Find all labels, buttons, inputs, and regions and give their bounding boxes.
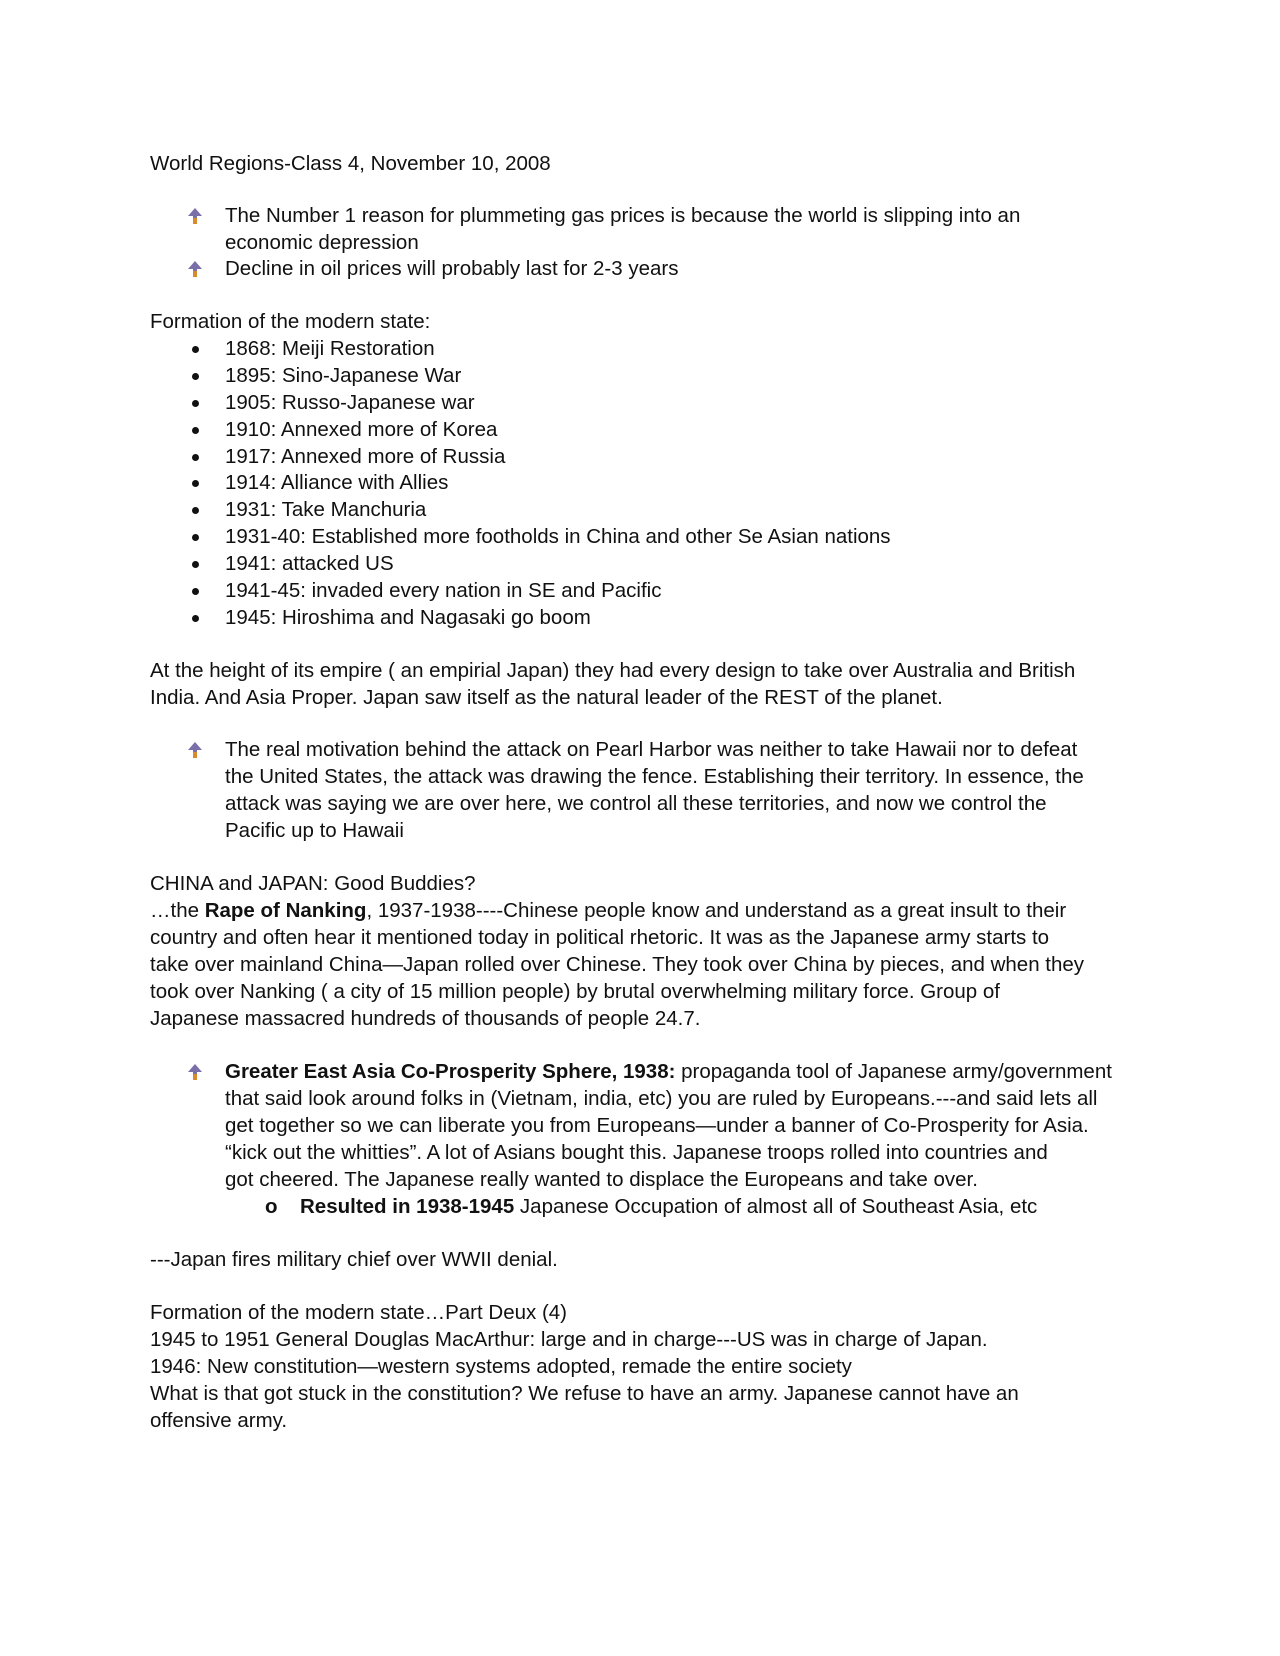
section-heading: CHINA and JAPAN: Good Buddies? <box>150 872 476 895</box>
bullet-dot-icon <box>188 443 208 471</box>
paragraph-line: What is that got stuck in the constitution? We refuse to have an army. Japanese cannot have an <box>150 1382 1019 1405</box>
bullet-dot-icon <box>188 335 208 363</box>
timeline-item: 1868: Meiji Restoration <box>225 337 435 360</box>
paragraph-line: took over Nanking ( a city of 15 million people) by brutal overwhelming military force. Group of <box>150 980 1000 1003</box>
timeline-item: 1941-45: invaded every nation in SE and Pacific <box>225 579 662 602</box>
timeline-item: 1945: Hiroshima and Nagasaki go boom <box>225 606 591 629</box>
paragraph-line <box>150 897 1066 925</box>
bullet-dot-icon <box>188 577 208 605</box>
timeline-item: 1931-40: Established more footholds in China and other Se Asian nations <box>225 525 891 548</box>
section-heading: Formation of the modern state…Part Deux (4) <box>150 1301 568 1324</box>
intro-bullet-text: economic depression <box>225 231 419 254</box>
arrow-bullet-icon <box>188 736 204 764</box>
bullet-text: get together so we can liberate you from Europeans—under a banner of Co-Prosperity for Asia. <box>225 1114 1089 1137</box>
paragraph-line: take over mainland China—Japan rolled over Chinese. They took over China by pieces, and when they <box>150 953 1085 976</box>
bold-term: Resulted in 1938-1945 <box>300 1195 515 1218</box>
text-run: , 1937-1938----Chinese people know and understand as a great insult to their <box>366 899 1067 922</box>
timeline-item: 1931: Take Manchuria <box>225 498 427 521</box>
timeline-item: 1941: attacked US <box>225 552 394 575</box>
section-heading: Formation of the modern state: <box>150 310 431 333</box>
bullet-text: “kick out the whitties”. A lot of Asians bought this. Japanese troops rolled into countries and <box>225 1141 1048 1164</box>
paragraph-line: Japanese massacred hundreds of thousands of people 24.7. <box>150 1007 701 1030</box>
bullet-text: The real motivation behind the attack on Pearl Harbor was neither to take Hawaii nor to defeat <box>225 738 1078 761</box>
bullet-text: that said look around folks in (Vietnam, india, etc) you are ruled by Europeans.---and said lets all <box>225 1087 1098 1110</box>
bullet-dot-icon <box>188 604 208 632</box>
bullet-text: the United States, the attack was drawing the fence. Establishing their territory. In essence, the <box>225 765 1084 788</box>
paragraph-line: 1946: New constitution—western systems adopted, remade the entire society <box>150 1355 852 1378</box>
sub-bullet-text <box>300 1193 1037 1221</box>
paragraph-line: At the height of its empire ( an empirial Japan) they had every design to take over Australia and British <box>150 659 1076 682</box>
arrow-bullet-icon <box>188 202 204 230</box>
paragraph-line: ---Japan fires military chief over WWII denial. <box>150 1248 558 1271</box>
timeline-item: 1914: Alliance with Allies <box>225 471 449 494</box>
paragraph-line: offensive army. <box>150 1409 288 1432</box>
arrow-bullet-icon <box>188 255 204 283</box>
bullet-text: got cheered. The Japanese really wanted to displace the Europeans and take over. <box>225 1168 978 1191</box>
paragraph-line: country and often hear it mentioned today in political rhetoric. It was as the Japanese army starts to <box>150 926 1050 949</box>
intro-bullet-text: The Number 1 reason for plummeting gas prices is because the world is slipping into an <box>225 204 1021 227</box>
bullet-text <box>225 1058 1112 1086</box>
paragraph-line: 1945 to 1951 General Douglas MacArthur: large and in charge---US was in charge of Japan. <box>150 1328 988 1351</box>
paragraph-line: India. And Asia Proper. Japan saw itself as the natural leader of the REST of the planet. <box>150 686 943 709</box>
sub-bullet-marker: o <box>265 1195 278 1218</box>
bullet-dot-icon <box>188 523 208 551</box>
intro-bullet-text: Decline in oil prices will probably last for 2-3 years <box>225 257 679 280</box>
timeline-item: 1895: Sino-Japanese War <box>225 364 462 387</box>
bullet-dot-icon <box>188 550 208 578</box>
bullet-dot-icon <box>188 416 208 444</box>
text-run: Japanese Occupation of almost all of Southeast Asia, etc <box>514 1195 1038 1218</box>
bold-term: Rape of Nanking <box>204 899 367 922</box>
bullet-dot-icon <box>188 496 208 524</box>
timeline-item: 1910: Annexed more of Korea <box>225 418 498 441</box>
timeline-item: 1917: Annexed more of Russia <box>225 445 506 468</box>
bullet-dot-icon <box>188 469 208 497</box>
document-title: World Regions-Class 4, November 10, 2008 <box>150 152 551 175</box>
text-run: propaganda tool of Japanese army/government <box>675 1060 1112 1083</box>
text-run: …the <box>150 899 205 922</box>
timeline-item: 1905: Russo-Japanese war <box>225 391 475 414</box>
arrow-bullet-icon <box>188 1058 204 1086</box>
bullet-text: attack was saying we are over here, we control all these territories, and now we control the <box>225 792 1047 815</box>
bold-term: Greater East Asia Co-Prosperity Sphere, 1938: <box>225 1060 676 1083</box>
bullet-text: Pacific up to Hawaii <box>225 819 404 842</box>
bullet-dot-icon <box>188 389 208 417</box>
bullet-dot-icon <box>188 362 208 390</box>
